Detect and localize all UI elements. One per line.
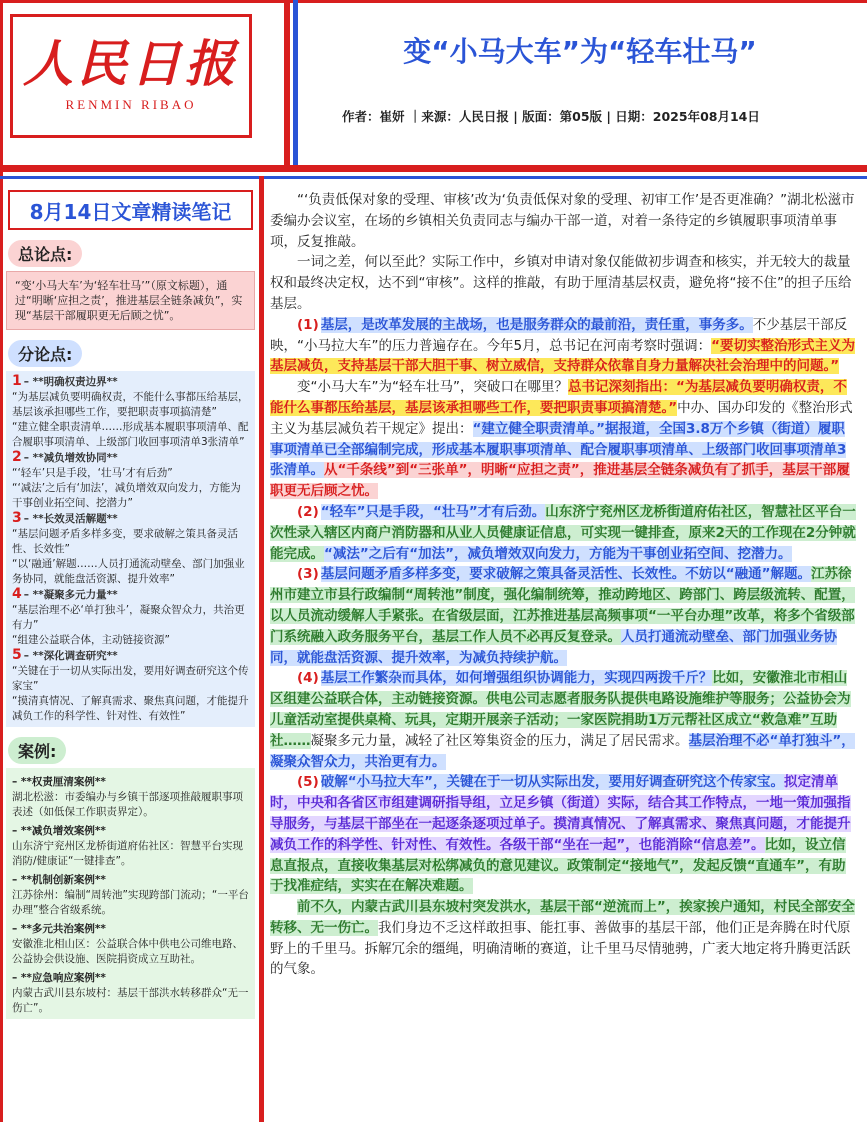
logo-english: RENMIN RIBAO — [65, 97, 197, 112]
paragraph — [270, 897, 858, 980]
case-item — [12, 873, 249, 918]
point-heading: – **深化调查研究** — [23, 650, 118, 662]
highlight-yellow: “要切实整治形式主义为基层减负，支持基层干部大胆干事、树立威信，支持群众依靠自身力量解决社会治理中的问题。” — [270, 337, 855, 375]
point-quote: “摸清真情况、了解真需求、聚焦真问题，才能提升减负工作的科学性、针对性、有效性” — [12, 695, 249, 722]
point-item — [12, 587, 249, 648]
text-run: 我们身边不乏这样敢担事、能扛事、善做事的基层干部，他们正是奔腾在时代原野上的千里马。拆解冗余的缰绳，明确清晰的赛道，让千里马尽情驰骋，广袤大地定将升腾更活跃的气象。 — [270, 919, 851, 978]
point-quote: “基层问题矛盾多样多变，要求破解之策具备灵活性、长效性” — [12, 528, 238, 555]
highlight-blue: 基层工作繁杂而具体，如何增强组织协调能力，实现四两拨千斤？ — [320, 670, 713, 687]
case-heading: – **应急响应案例** — [12, 972, 106, 984]
point-quote: “基层治理不必‘单打独斗’，凝聚众智众力，共治更有力” — [12, 604, 245, 631]
case-item — [12, 824, 249, 869]
point-quote: “‘轻车’只是手段，‘壮马’才有后劲” — [12, 467, 173, 479]
highlight-pink: 从“千条线”到“三张单”，明晰“应担之责”，推进基层全链条减负有了抓手，基层干部履职更无后顾之忧。 — [270, 462, 850, 500]
point-quote: “组建公益联合体，主动链接资源” — [12, 634, 170, 646]
article-meta: 作者：崔妍 ｜来源：人民日报 | 版面：第05版 | 日期：2025年08月14日 — [342, 109, 760, 124]
point-heading: – **长效灵活解题** — [23, 513, 118, 525]
paragraph — [270, 668, 858, 772]
notes-title: 8月14日文章精读笔记 — [8, 190, 253, 230]
point-item — [12, 648, 249, 724]
point-heading: – **明确权责边界** — [23, 376, 118, 388]
case-item — [12, 775, 249, 820]
header-divider-blue — [293, 0, 298, 170]
points-box — [6, 371, 255, 727]
highlight-green: 比如，安徽淮北市相山区组建公益联合体，主动链接资源。供电公司志愿者服务队提供电路设施维护等服务；公益协会为儿童活动室提供桌椅、玩具，定期开展亲子活动；一家医院捐助1万元帮社区成立“救急难”互助社…… — [270, 670, 851, 749]
highlight-blue: 基层问题矛盾多样多变，要求破解之策具备灵活性、长效性。不妨以“融通”解题。 — [320, 566, 811, 583]
point-heading: – **减负增效协同** — [23, 452, 118, 464]
highlight-yellow: 总书记深刻指出：“为基层减负要明确权责，不能什么事都压给基层，基层该承担哪些工作，要把职责事项搞清楚。” — [270, 379, 847, 416]
point-number: 4 — [12, 586, 22, 602]
annotation-mark: (2) — [297, 503, 319, 520]
point-number: 5 — [12, 647, 22, 663]
point-number: 2 — [12, 449, 22, 465]
annotation-mark: (4) — [297, 670, 319, 687]
case-text: 湖北松滋：市委编办与乡镇干部逐项推敲履职事项表述（如低保工作职责界定）。 — [12, 791, 243, 818]
case-heading: – **机制创新案例** — [12, 874, 106, 886]
article-title: 变“小马大车”为“轻车壮马” — [403, 35, 757, 68]
text-run: 凝聚多元力量，减轻了社区筹集资金的压力，满足了居民需求。 — [310, 732, 689, 749]
notes-sidebar — [4, 190, 257, 1019]
column-divider-red — [259, 176, 264, 1122]
case-text: 内蒙古武川县东坡村：基层干部洪水转移群众“无一伤亡”。 — [12, 987, 249, 1014]
case-item — [12, 922, 249, 967]
point-quote: “为基层减负要明确权责，不能什么事都压给基层，基层该承担哪些工作，要把职责事项搞清楚” — [12, 391, 249, 418]
annotation-mark: (5) — [297, 774, 319, 791]
cases-box — [6, 768, 255, 1019]
point-quote: “以‘融通’解题……人员打通流动壁垒、部门加强业务协同，就能盘活资源、提升效率” — [12, 558, 245, 585]
case-text: 安徽淮北相山区：公益联合体中供电公司维电路、公益协会供设施、医院捐资成立互助社。 — [12, 938, 243, 965]
highlight-green: 江苏徐州市建立市县行政编制“周转池”制度，强化编制统筹，推动跨地区、跨部门、跨层级流转、配置，以人员流动缓解人手紧张。在省级层面，江苏推进基层高频事项“一平台办理”改革，将多个省级部门系统融入政务服务平台，基层工作人员不必再反复登录。 — [270, 566, 855, 645]
paragraph — [270, 502, 858, 564]
case-text: 江苏徐州：编制“周转池”实现跨部门流动；“一平台办理”整合省级系统。 — [12, 889, 249, 916]
point-heading: – **凝聚多元力量** — [23, 589, 118, 601]
top-red-line — [0, 0, 867, 3]
point-quote: “建立健全职责清单……形成基本履职事项清单、配合履职事项清单、上级部门收回事项清单3张清单” — [12, 421, 249, 448]
highlight-blue: “减法”之后有“加法”，减负增效双向发力，方能为干事创业拓空间、挖潜力。 — [324, 545, 792, 562]
highlight-green: 前不久，内蒙古武川县东坡村突发洪水，基层干部“逆流而上”，挨家挨户通知，村民全部安全转移、无一伤亡。 — [270, 899, 855, 936]
annotation-mark: (3) — [297, 566, 319, 583]
case-text: 山东济宁兖州区龙桥街道府佑社区：智慧平台实现消防/健康证“一键排查”。 — [12, 840, 243, 867]
point-item — [12, 374, 249, 450]
header-bottom-red — [0, 165, 867, 172]
summary-box: “变‘小马大车’为‘轻车壮马’”（原文标题），通过“明晰‘应担之责’，推进基层全链条减负”，实现“基层干部履职更无后顾之忧”。 — [6, 271, 255, 330]
text-run: 变“小马大车”为“轻车壮马”，突破口在哪里？ — [297, 379, 568, 396]
case-heading: – **权责厘清案例** — [12, 776, 106, 788]
paragraph — [270, 315, 858, 377]
point-quote: “关键在于一切从实际出发，要用好调查研究这个传家宝” — [12, 665, 249, 692]
case-heading: – **减负增效案例** — [12, 825, 106, 837]
case-item — [12, 971, 249, 1016]
paragraph: “‘负责低保对象的受理、审核’改为‘负责低保对象的受理、初审工作’是否更准确？”湖北松滋市委编办会议室，在场的乡镇相关负责同志与编办干部一道，对着一条待定的乡镇履职事项清单事项，反复推敲。 — [270, 192, 855, 250]
paragraph — [270, 772, 858, 897]
highlight-blue: 人员打通流动壁垒、部门加强业务协同，就能盘活资源、提升效率，为减负持续护航。 — [270, 628, 837, 666]
point-number: 1 — [12, 373, 22, 389]
highlight-purple: 拟定清单时，中央和各省区市组建调研指导组，立足乡镇（街道）实际，结合其工作特点，一地一策加强指导服务，与基层干部坐在一起逐条逐项过单子。摸清真情况、了解真需求、聚焦真问题，才能提升减负工作的科学性、针对性、有效性。各级干部“坐在一起”，也能消除“信息差”。 — [270, 774, 851, 853]
text-run: 不少基层干部反映，“小马拉大车”的压力普遍存在。今年5月，总书记在河南考察时强调： — [270, 316, 848, 354]
highlight-green: 山东济宁兖州区龙桥街道府佑社区，智慧社区平台一次性录入辖区内商户消防器和从业人员健康证信息，可实现一键排查，原来2天的工作现在2分钟就能完成。 — [270, 503, 856, 562]
paragraph — [270, 377, 858, 502]
logo-chinese: 人民日报 — [23, 34, 239, 93]
point-item — [12, 511, 249, 587]
summary-label: 总论点: — [8, 240, 82, 267]
paragraph — [270, 564, 858, 668]
annotation-mark: (1) — [297, 316, 319, 333]
highlight-blue: 破解“小马拉大车”，关键在于一切从实际出发，要用好调查研究这个传家宝。 — [320, 774, 784, 791]
header-divider-red — [284, 0, 290, 170]
highlight-blue: “轻车”只是手段，“壮马”才有后劲。 — [320, 503, 546, 520]
point-item — [12, 450, 249, 511]
highlight-blue: 基层，是改革发展的主战场，也是服务群众的最前沿，责任重，事务多。 — [320, 316, 753, 333]
highlight-green: 比如，设立信息直报点，直接收集基层对松绑减负的意见建议。政策制定“接地气”，发起反馈“直通车”，有助于找准症结，实实在在解决难题。 — [270, 836, 846, 895]
case-heading: – **多元共治案例** — [12, 923, 106, 935]
cases-label: 案例: — [8, 737, 66, 764]
newspaper-logo — [10, 14, 252, 138]
points-label: 分论点: — [8, 340, 82, 367]
paragraph: 一词之差，何以至此？实际工作中，乡镇对申请对象仅能做初步调查和核实，并无较大的裁量权和最终决定权，达不到“审核”。这样的推敲，有助于厘清基层权责，避免将“接不住”的担子压给基层。 — [270, 254, 852, 312]
text-run: 中办、国办印发的《整治形式主义为基层减负若干规定》提出： — [270, 399, 853, 437]
point-number: 3 — [12, 510, 22, 526]
article-body — [270, 190, 858, 980]
header-bottom-blue — [0, 176, 867, 179]
highlight-blue: “建立健全职责清单。”据报道，全国3.8万个乡镇（街道）履职事项清单已全部编制完成，形成基本履职事项清单、配合履职事项清单、上级部门收回事项清单3张清单。 — [270, 420, 847, 479]
point-quote: “‘减法’之后有‘加法’，减负增效双向发力，方能为干事创业拓空间、挖潜力” — [12, 482, 241, 509]
highlight-blue: 基层治理不必“单打独斗”，凝聚众智众力，共治更有力。 — [270, 732, 855, 770]
